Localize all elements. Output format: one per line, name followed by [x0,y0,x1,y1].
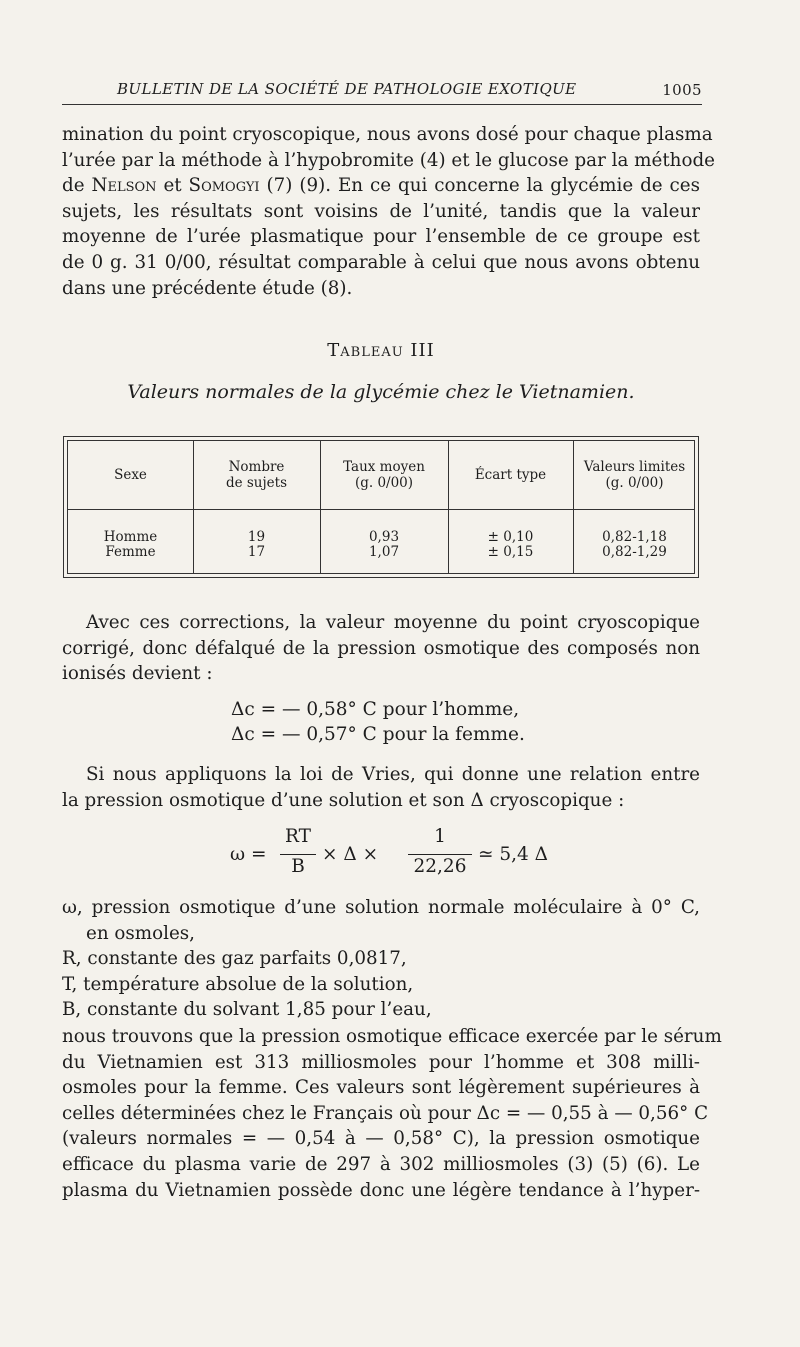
table-inner-border [67,440,695,574]
text-line: Avec ces corrections, la valeur moyenne du point cryoscopique [86,612,700,633]
text-line: l’urée par la méthode à l’hypobromite (4) et le glucose par la méthode [62,149,715,171]
text-line: mination du point cryoscopique, nous avons dosé pour chaque plasma [62,124,713,145]
table-title [62,340,700,361]
fraction-numerator: 1 [434,826,446,847]
author-name: Nelson [91,175,157,197]
fraction-denominator: B [291,856,305,877]
definition-line: B, constante du solvant 1,85 pour l’eau, [62,999,432,1021]
fraction-numerator: RT [285,826,311,847]
table-cell-taux: 1,07 [368,544,400,560]
text-line: osmoles pour la femme. Ces valeurs sont légèrement supérieures à [62,1077,700,1099]
header-line: de sujets [225,475,288,491]
equation-homme: Δc = — 0,58° C pour l’homme, [231,699,520,720]
text-line: plasma du Vietnamien possède donc une légère tendance à l’hyper- [62,1179,700,1201]
fraction-bar [408,854,472,855]
definition-line: R, constante des gaz parfaits 0,0817, [62,948,407,970]
text-line: (valeurs normales = — 0,54 à — 0,58° C), la pression osmotique [62,1128,700,1150]
table-cell-taux: 0,93 [368,529,400,545]
equation-femme: Δc = — 0,57° C pour la femme. [231,724,525,745]
header-cell-nombre [193,459,320,491]
text-line: du Vietnamien est 313 milliosmoles pour l’homme et 308 milli- [62,1051,700,1073]
table-cell-nombre: 17 [247,544,266,560]
definition-line: en osmoles, [86,922,195,944]
intro-paragraph [62,122,715,301]
header-line: (g. 0/00) [605,475,664,491]
text-line: ionisés devient : [62,663,213,685]
journal-title: BULLETIN DE LA SOCIÉTÉ DE PATHOLOGIE EXOTIQUE [117,80,577,98]
header-cell-sexe: Sexe [114,467,147,483]
table-cell-limites: 0,82-1,18 [602,529,667,545]
definition-line: T, température absolue de la solution, [62,973,414,995]
text-line: la pression osmotique d’une solution et son Δ cryoscopique : [62,789,625,811]
table-cell-ecart: ± 0,10 [487,529,534,545]
text-line: de 0 g. 31 0/00, résultat comparable à celui que nous avons obtenu [62,251,700,273]
formula-mid: × Δ × [322,844,379,865]
vries-paragraph [62,762,700,813]
text-line: sujets, les résultats sont voisins de l’unité, tandis que la valeur [62,200,700,222]
header-line: Nombre [228,459,285,475]
text-fragment: de [62,175,92,197]
header-line: Valeurs limites [583,459,686,475]
corrections-paragraph [62,610,700,687]
table-caption: Valeurs normales de la glycémie chez le Vietnamien. [127,381,635,403]
fraction-denominator: 22,26 [413,856,467,877]
table-cell-sexe: Homme [103,529,158,545]
formula-rhs: ≃ 5,4 Δ [478,844,549,865]
header-cell-ecart: Écart type [474,467,547,483]
table-cell-limites: 0,82-1,29 [602,544,667,560]
text-line-authors [62,173,700,199]
table-title-text: Tableau III [327,340,435,361]
text-line: corrigé, donc défalqué de la pression osmotique des composés non [62,637,700,659]
data-table [63,436,699,578]
definition-line: ω, pression osmotique d’une solution normale moléculaire à 0° C, [62,897,700,918]
results-paragraph [62,1024,722,1203]
table-cell-nombre: 19 [247,529,266,545]
table-cell-ecart: ± 0,15 [487,544,534,560]
table-cell-sexe: Femme [105,544,156,560]
text-fragment: (7) (9). En ce qui concerne la glycémie de ces [259,175,700,197]
text-line: celles déterminées chez le Français où pour Δc = — 0,55 à — 0,56° C [62,1102,709,1124]
header-cell-taux [320,459,448,491]
text-line: dans une précédente étude (8). [62,277,353,299]
header-line: (g. 0/00) [354,475,414,491]
header-rule [62,104,702,105]
page-number: 1005 [662,81,702,99]
author-name: Somogyi [188,175,260,197]
text-line: nous trouvons que la pression osmotique efficace exercée par le sérum [62,1026,722,1047]
definitions-list [62,895,700,1023]
formula-lhs: ω = [230,844,267,865]
text-line: Si nous appliquons la loi de Vries, qui donne une relation entre [86,764,700,785]
header-row-divider [68,509,694,510]
text-line: efficace du plasma varie de 297 à 302 milliosmoles (3) (5) (6). Le [62,1153,700,1175]
header-cell-valeurs [573,459,696,491]
fraction-bar [280,854,316,855]
header-line: Taux moyen [343,459,425,475]
text-line: moyenne de l’urée plasmatique pour l’ensemble de ce groupe est [62,226,700,248]
text-fragment: et [156,175,189,197]
